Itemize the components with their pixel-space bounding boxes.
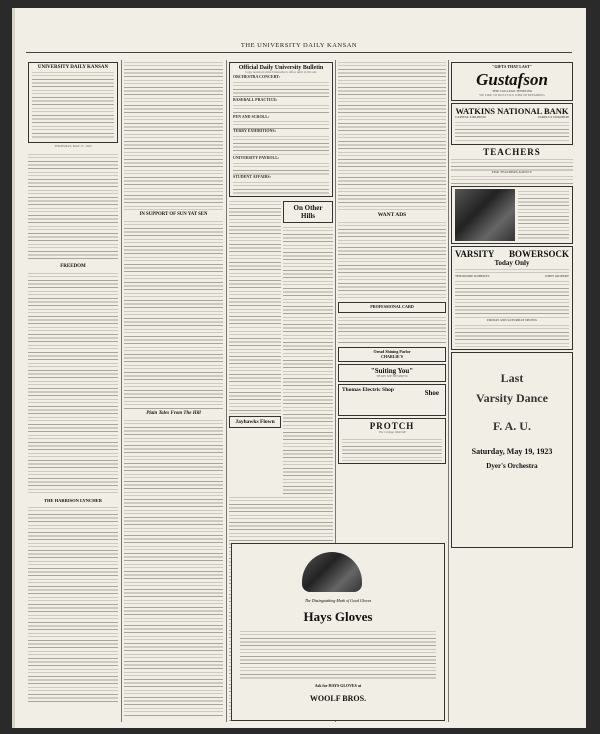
text-block [338,315,446,345]
text-block [233,134,329,156]
bulletin-head: STUDENT AFFAIRS: [233,173,271,179]
friday-shows: FRIDAY AND SATURDAY SHOWS [487,318,537,323]
text-block [451,157,573,171]
text-block [28,271,118,496]
theater-ad [451,246,573,350]
shop-shoe: Shoe [424,389,439,398]
gustafson-ad [451,62,573,101]
dance-date: Saturday, May 19, 1923 [471,447,553,457]
text-block [124,219,223,409]
gloves-store: WOOLF BROS. [309,694,367,703]
star-gilbert: JOHN GILBERT [544,274,569,279]
editorial-column-2 [124,60,223,722]
text-block [28,152,118,262]
teachers-ad [451,147,573,185]
typewriter-ad [451,186,573,244]
agency-name: FISK TEACHERS AGENCY [491,169,533,174]
protch-name: PROTCH [369,421,415,432]
text-block [342,437,442,461]
dance-orchestra: Dyer's Orchestra [486,462,538,471]
bank-name: WATKINS NATIONAL BANK [455,105,569,116]
parlor-owner: CHARLIE'S [380,353,403,359]
headline-sun-yat-sen: IN SUPPORT OF SUN YAT SEN [139,212,208,217]
text-block [233,103,329,115]
bulletin-head: PEN AND SCROLL: [233,113,270,119]
dance-title: Varsity Dance [476,391,548,406]
varsity-theater: VARSITY [455,249,495,260]
protch-ad [338,418,446,464]
today-only: Today Only [494,259,530,268]
jayhawks-flown-head: Jayhawks Flown [229,416,281,428]
bulletin-subtitle: Copy received at the Chancellor's office until 11:00 a.m. [245,70,317,74]
jeweler-title: THE COLLEGE JEWELER [492,88,532,93]
section-plain-tales: Plain Tales From The Hill [146,411,201,416]
shop-name: Thomas Electric Shop [342,387,394,394]
bank-capital: CAPITAL $100,000.00 [455,114,486,119]
text-block [455,323,569,347]
dance-last: Last [500,371,524,386]
masthead-rule [26,52,572,53]
col-rule [121,60,122,722]
bulletin-box [229,62,333,197]
gustafson-logo: Gustafson [476,69,548,89]
parlor-name: Oread Shining Parlor [373,348,411,354]
jeweler-subtitle: WE LIKE TO DO LITTLE JOBS OF REPAIRING [479,92,545,97]
bowersock-theater: BOWERSOCK [508,249,569,260]
headline-freedom: FREEDOM [60,263,86,269]
gloves-brand: Hays Gloves [303,609,373,624]
text-block [233,161,329,175]
suiting-ad [338,364,446,382]
text-block [229,199,281,329]
text-block [451,174,573,184]
text-block [240,629,436,679]
watkins-bank-ad [451,103,573,145]
suiting-tagline: THATS MY BUSINESS [376,374,408,379]
text-block [338,60,446,210]
protch-tagline: The College TAILOR [378,430,406,435]
text-block [28,505,118,705]
bank-surplus: SURPLUS $100,000.00 [537,114,569,119]
other-hills [283,199,333,495]
text-block [233,80,329,98]
gloves-ask: Ask for HAYS GLOVES at [314,683,362,688]
issue-date: THURSDAY, MAY 17, 1923 [54,144,92,148]
masthead: THE UNIVERSITY DAILY KANSAN [240,42,358,49]
teachers-head: TEACHERS [483,146,541,157]
dance-host: F. A. U. [493,419,531,434]
paper-title-box [28,62,118,143]
want-ads-head: WANT ADS [377,212,407,218]
paper-title: UNIVERSITY DAILY KANSAN [37,65,109,70]
theater-names [455,249,569,259]
staff-list [32,70,114,140]
bulletin-head: UNIVERSITY PAYROLL: [233,155,280,161]
shining-parlor-ad [338,347,446,363]
col-rule [226,60,227,722]
text-block [124,60,223,210]
other-hills-title: On Other Hills [283,201,333,223]
editorial-column [28,60,118,722]
text-block [518,189,569,241]
bulletin-head: ORCHESTRA CONCERT: [233,73,281,79]
text-block [124,418,223,718]
display-ads-column [451,60,573,722]
text-block [338,220,446,300]
text-block [455,279,569,319]
star-roberts: THEODORE ROBERTS [455,274,490,279]
headline-lyncher: THE HARRISON LYNCHER [43,497,103,503]
typewriter-photo [455,189,515,241]
bulletin-title: Official Daily University Bulletin [238,65,324,71]
electric-shop-ad [338,384,446,416]
gifts-tagline: "GIFTS THAT LAST" [492,64,532,69]
text-block [229,329,281,414]
bulletin-head: BASEBALL PRACTICE: [233,96,278,102]
professional-card: PROFESSIONAL CARD [338,302,446,313]
text-block [455,120,569,142]
text-block [283,225,333,495]
gloves-tagline: The Distinguishing Mark of Good Gloves [304,598,372,603]
suiting-head: "Suiting You" [370,367,414,376]
glove-icon [302,552,362,592]
newspaper-page [12,8,586,728]
bulletin-head: TERRY EXHIBITIONS: [233,128,276,134]
varsity-dance-ad [451,352,573,548]
page-edge [12,8,15,728]
hays-gloves-ad [231,543,445,721]
col-rule [448,60,449,722]
text-block [233,180,329,194]
